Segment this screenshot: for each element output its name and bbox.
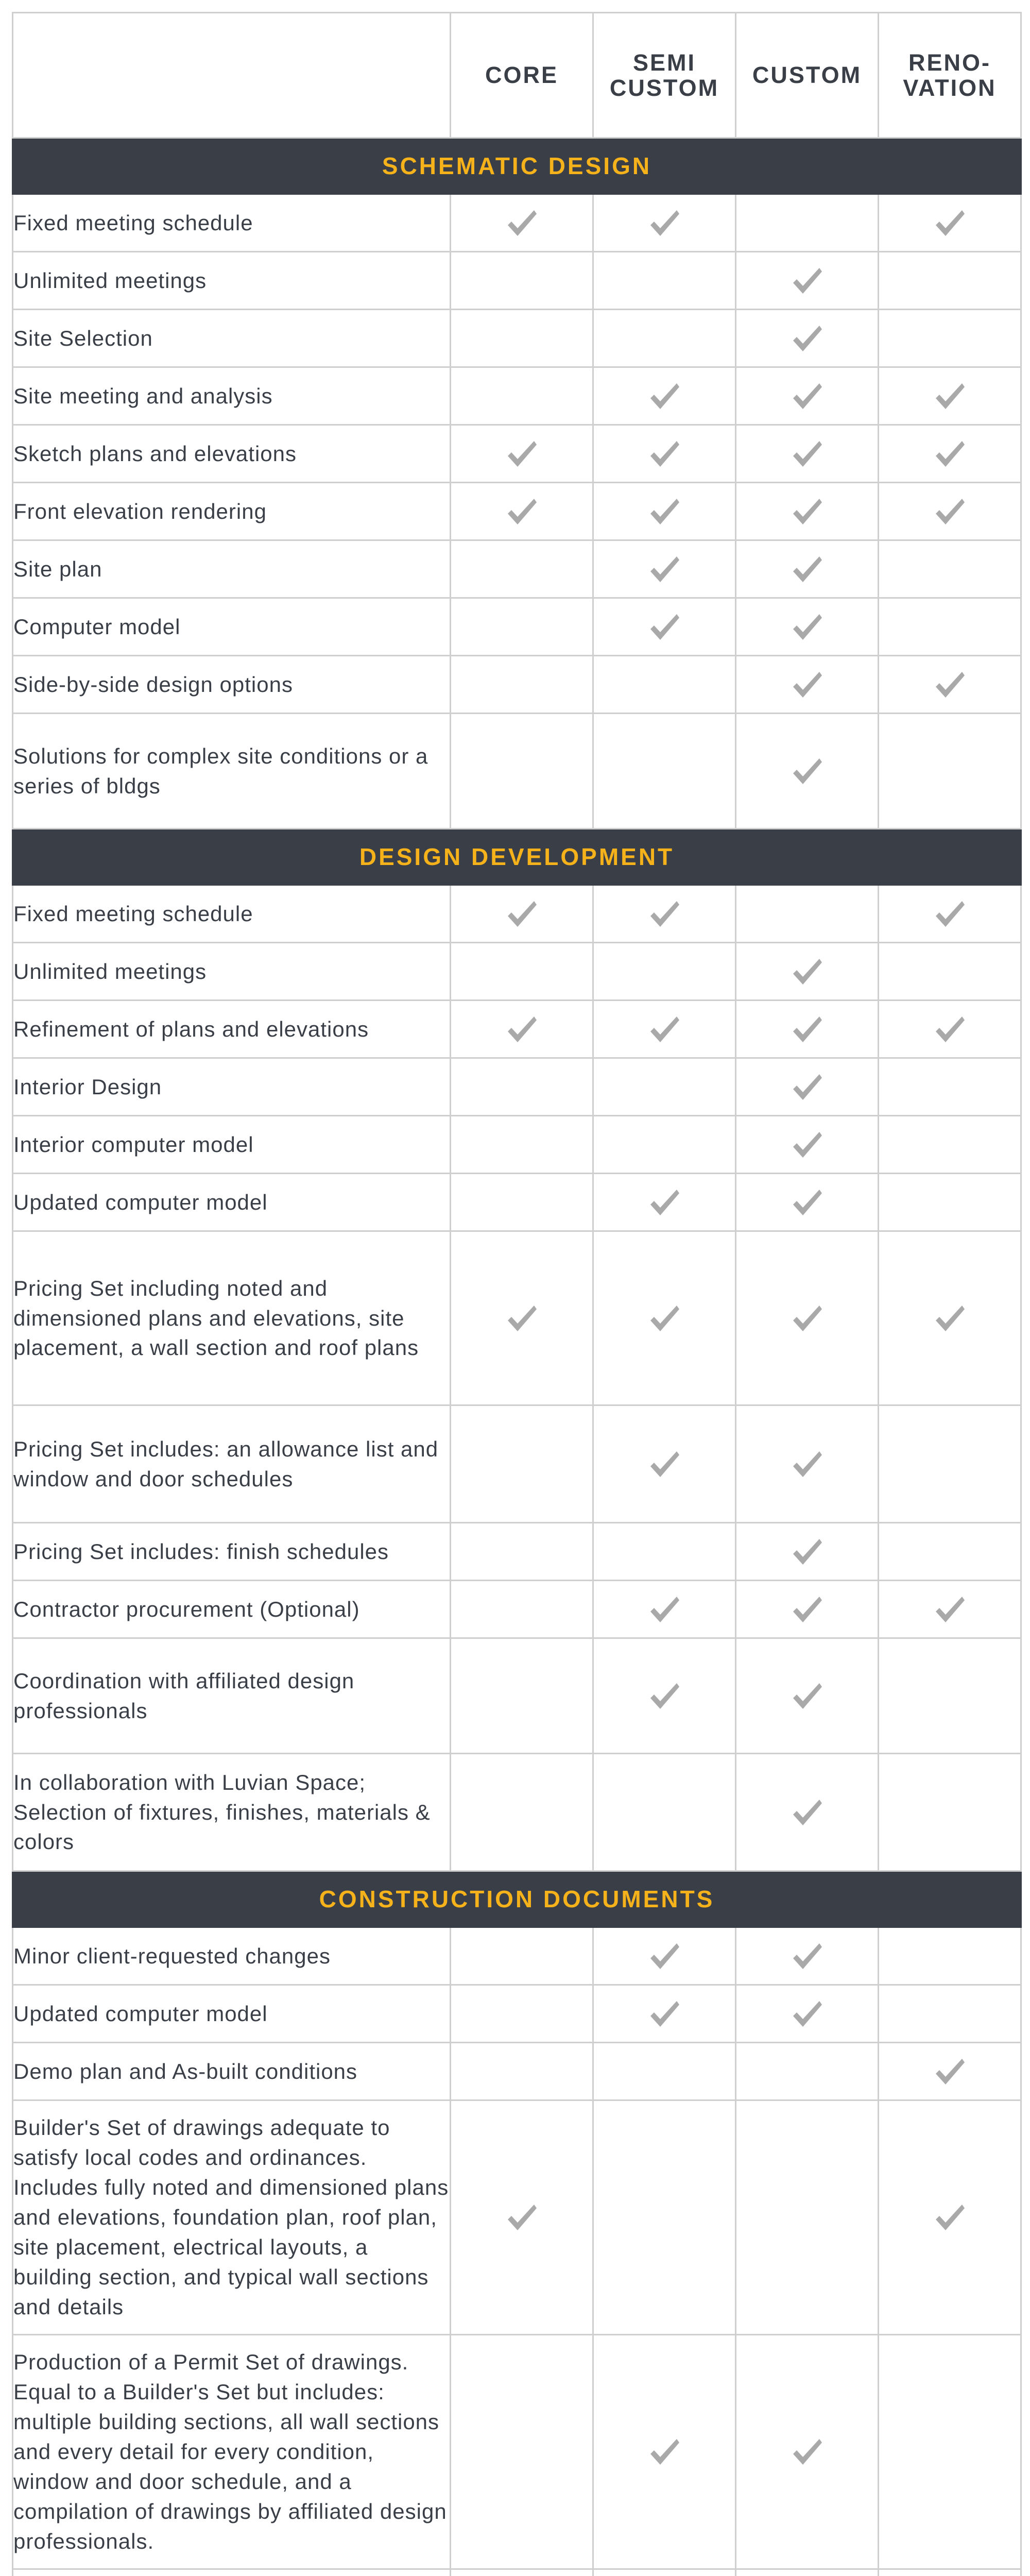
feature-label: In collaboration with Luvian Space; Selection of fixtures, finishes, materials & colors xyxy=(13,1754,451,1871)
feature-label: Minor client-requested changes xyxy=(13,1927,451,1985)
feature-label: Interior computer model xyxy=(13,1116,451,1174)
table-row xyxy=(13,367,1021,425)
column-header-semi-custom xyxy=(593,13,736,138)
cell-custom xyxy=(736,483,879,540)
table-row xyxy=(13,714,1021,829)
cell-core xyxy=(451,1405,593,1523)
table-row xyxy=(13,1638,1021,1754)
cell-core xyxy=(451,2100,593,2335)
feature-label: Site meeting and analysis xyxy=(13,367,451,425)
cell-renovation xyxy=(879,1174,1021,1231)
cell-renovation xyxy=(879,943,1021,1001)
check-icon xyxy=(790,1187,824,1218)
check-icon xyxy=(933,1014,967,1045)
feature-label: Site plan xyxy=(13,540,451,598)
cell-custom xyxy=(736,2100,879,2335)
cell-renovation xyxy=(879,885,1021,943)
check-icon xyxy=(647,1187,681,1218)
cell-custom xyxy=(736,1116,879,1174)
feature-label: Fixed meeting schedule xyxy=(13,885,451,943)
cell-core xyxy=(451,194,593,252)
cell-semi-custom xyxy=(593,598,736,656)
check-icon xyxy=(505,1303,539,1334)
feature-label: Side-by-side design options xyxy=(13,656,451,714)
cell-renovation xyxy=(879,1523,1021,1581)
check-icon xyxy=(647,438,681,469)
cell-semi-custom xyxy=(593,714,736,829)
table-row xyxy=(13,310,1021,367)
cell-core xyxy=(451,310,593,367)
cell-custom xyxy=(736,885,879,943)
check-icon xyxy=(790,1072,824,1103)
table-row xyxy=(13,1581,1021,1638)
table-row xyxy=(13,1231,1021,1405)
cell-core xyxy=(451,1116,593,1174)
cell-semi-custom xyxy=(593,2100,736,2335)
cell-semi-custom xyxy=(593,540,736,598)
check-icon xyxy=(647,1681,681,1711)
header-row xyxy=(13,13,1021,138)
cell-semi-custom xyxy=(593,1985,736,2043)
check-icon xyxy=(933,208,967,239)
cell-core xyxy=(451,2569,593,2576)
feature-label: Contractor procurement (Optional) xyxy=(13,1581,451,1638)
package-comparison-table xyxy=(12,12,1022,2576)
feature-label: Coordination with affiliated design professionals xyxy=(13,1638,451,1754)
check-icon xyxy=(933,496,967,527)
cell-semi-custom xyxy=(593,1001,736,1058)
cell-core xyxy=(451,1927,593,1985)
cell-core xyxy=(451,483,593,540)
check-icon xyxy=(505,496,539,527)
feature-label xyxy=(13,2569,451,2576)
cell-custom xyxy=(736,1174,879,1231)
package-comparison xyxy=(12,12,1020,2576)
check-icon xyxy=(647,612,681,642)
check-icon xyxy=(933,438,967,469)
section-header-row xyxy=(13,138,1021,194)
cell-custom xyxy=(736,943,879,1001)
feature-label: Updated computer model xyxy=(13,1174,451,1231)
section-title: CONSTRUCTION DOCUMENTS xyxy=(13,1871,1021,1927)
cell-core xyxy=(451,1231,593,1405)
cell-renovation xyxy=(879,1581,1021,1638)
cell-custom xyxy=(736,2043,879,2100)
cell-core xyxy=(451,714,593,829)
cell-custom xyxy=(736,367,879,425)
check-icon xyxy=(790,1129,824,1160)
check-icon xyxy=(647,1303,681,1334)
cell-renovation xyxy=(879,425,1021,483)
feature-label: Sketch plans and elevations xyxy=(13,425,451,483)
cell-custom xyxy=(736,310,879,367)
cell-semi-custom xyxy=(593,1116,736,1174)
column-header-line: CORE xyxy=(485,62,558,89)
check-icon xyxy=(790,1303,824,1334)
feature-label: Unlimited meetings xyxy=(13,252,451,310)
table-row xyxy=(13,425,1021,483)
cell-core xyxy=(451,1638,593,1754)
cell-semi-custom xyxy=(593,483,736,540)
check-icon xyxy=(647,1941,681,1972)
cell-core xyxy=(451,1754,593,1871)
cell-custom xyxy=(736,1058,879,1116)
table-row xyxy=(13,2043,1021,2100)
cell-custom xyxy=(736,656,879,714)
cell-renovation xyxy=(879,1001,1021,1058)
check-icon xyxy=(790,1681,824,1711)
cell-renovation xyxy=(879,483,1021,540)
section-title: SCHEMATIC DESIGN xyxy=(13,138,1021,194)
cell-renovation xyxy=(879,2569,1021,2576)
cell-renovation xyxy=(879,2335,1021,2569)
cell-core xyxy=(451,2043,593,2100)
cell-renovation xyxy=(879,598,1021,656)
table-row xyxy=(13,2569,1021,2576)
cell-semi-custom xyxy=(593,1405,736,1523)
cell-semi-custom xyxy=(593,310,736,367)
check-icon xyxy=(790,265,824,296)
feature-label: Front elevation rendering xyxy=(13,483,451,540)
cell-semi-custom xyxy=(593,2335,736,2569)
table-row xyxy=(13,885,1021,943)
cell-custom xyxy=(736,1927,879,1985)
check-icon xyxy=(647,554,681,585)
cell-custom xyxy=(736,1985,879,2043)
check-icon xyxy=(933,669,967,700)
cell-custom xyxy=(736,1405,879,1523)
check-icon xyxy=(790,612,824,642)
cell-renovation xyxy=(879,367,1021,425)
cell-core xyxy=(451,540,593,598)
cell-custom xyxy=(736,194,879,252)
feature-label: Builder's Set of drawings adequate to satisfy local codes and ordinances. Includes fully noted and dimensioned plans and elevations, foundation plan, roof plan, site placement, electrical layouts, a building section, and typical wall sections and details xyxy=(13,2100,451,2335)
column-header-line: VATION xyxy=(903,75,997,101)
table-row xyxy=(13,598,1021,656)
table-row xyxy=(13,1001,1021,1058)
check-icon xyxy=(790,1998,824,2029)
column-header-custom xyxy=(736,13,879,138)
cell-custom xyxy=(736,1523,879,1581)
column-header-line: CUSTOM xyxy=(609,75,719,101)
check-icon xyxy=(647,2436,681,2467)
cell-renovation xyxy=(879,1116,1021,1174)
cell-semi-custom xyxy=(593,943,736,1001)
cell-renovation xyxy=(879,540,1021,598)
check-icon xyxy=(647,1014,681,1045)
table-row xyxy=(13,656,1021,714)
cell-renovation xyxy=(879,1985,1021,2043)
check-icon xyxy=(933,1303,967,1334)
cell-core xyxy=(451,598,593,656)
cell-semi-custom xyxy=(593,2043,736,2100)
check-icon xyxy=(933,1594,967,1625)
cell-core xyxy=(451,425,593,483)
cell-core xyxy=(451,885,593,943)
cell-custom xyxy=(736,1231,879,1405)
cell-custom xyxy=(736,425,879,483)
cell-semi-custom xyxy=(593,656,736,714)
check-icon xyxy=(647,1594,681,1625)
cell-custom xyxy=(736,1581,879,1638)
check-icon xyxy=(505,2202,539,2233)
check-icon xyxy=(647,496,681,527)
feature-label: Site Selection xyxy=(13,310,451,367)
feature-label: Computer model xyxy=(13,598,451,656)
check-icon xyxy=(790,2436,824,2467)
cell-renovation xyxy=(879,656,1021,714)
cell-custom xyxy=(736,2335,879,2569)
cell-custom xyxy=(736,598,879,656)
feature-label: Unlimited meetings xyxy=(13,943,451,1001)
check-icon xyxy=(790,669,824,700)
cell-semi-custom xyxy=(593,1581,736,1638)
section-title: DESIGN DEVELOPMENT xyxy=(13,829,1021,885)
feature-label: Fixed meeting schedule xyxy=(13,194,451,252)
cell-semi-custom xyxy=(593,194,736,252)
column-header-line: CUSTOM xyxy=(752,62,862,89)
table-row xyxy=(13,1405,1021,1523)
cell-core xyxy=(451,1001,593,1058)
check-icon xyxy=(647,899,681,929)
table-row xyxy=(13,2100,1021,2335)
cell-custom xyxy=(736,1754,879,1871)
cell-semi-custom xyxy=(593,885,736,943)
check-icon xyxy=(505,899,539,929)
cell-custom xyxy=(736,252,879,310)
cell-core xyxy=(451,2335,593,2569)
cell-core xyxy=(451,1581,593,1638)
table-row xyxy=(13,1116,1021,1174)
cell-core xyxy=(451,1174,593,1231)
check-icon xyxy=(933,2202,967,2233)
cell-semi-custom xyxy=(593,1927,736,1985)
table-row xyxy=(13,943,1021,1001)
cell-custom xyxy=(736,1638,879,1754)
check-icon xyxy=(790,1449,824,1480)
feature-label: Demo plan and As-built conditions xyxy=(13,2043,451,2100)
feature-label: Refinement of plans and elevations xyxy=(13,1001,451,1058)
check-icon xyxy=(505,208,539,239)
table-row xyxy=(13,252,1021,310)
table-row xyxy=(13,2335,1021,2569)
cell-core xyxy=(451,656,593,714)
check-icon xyxy=(647,381,681,412)
table-row xyxy=(13,1927,1021,1985)
table-row xyxy=(13,1058,1021,1116)
cell-core xyxy=(451,252,593,310)
header-blank-cell xyxy=(13,13,451,138)
cell-semi-custom xyxy=(593,367,736,425)
check-icon xyxy=(790,438,824,469)
cell-core xyxy=(451,1523,593,1581)
check-icon xyxy=(790,1014,824,1045)
cell-semi-custom xyxy=(593,1754,736,1871)
section-header-row xyxy=(13,1871,1021,1927)
check-icon xyxy=(790,756,824,787)
check-icon xyxy=(505,1014,539,1045)
cell-semi-custom xyxy=(593,1638,736,1754)
table-row xyxy=(13,194,1021,252)
check-icon xyxy=(790,1536,824,1567)
check-icon xyxy=(505,438,539,469)
cell-semi-custom xyxy=(593,2569,736,2576)
cell-semi-custom xyxy=(593,1058,736,1116)
cell-renovation xyxy=(879,310,1021,367)
cell-semi-custom xyxy=(593,1174,736,1231)
cell-renovation xyxy=(879,2043,1021,2100)
feature-label: Pricing Set includes: finish schedules xyxy=(13,1523,451,1581)
column-header-line: SEMI xyxy=(632,49,696,76)
table-row xyxy=(13,1985,1021,2043)
feature-label: Interior Design xyxy=(13,1058,451,1116)
cell-renovation xyxy=(879,1927,1021,1985)
cell-semi-custom xyxy=(593,252,736,310)
cell-semi-custom xyxy=(593,425,736,483)
cell-core xyxy=(451,367,593,425)
feature-label: Pricing Set including noted and dimensioned plans and elevations, site placement, a wall section and roof plans xyxy=(13,1231,451,1405)
check-icon xyxy=(790,496,824,527)
table-row xyxy=(13,1523,1021,1581)
cell-renovation xyxy=(879,1754,1021,1871)
cell-renovation xyxy=(879,1638,1021,1754)
check-icon xyxy=(790,323,824,354)
check-icon xyxy=(790,1941,824,1972)
check-icon xyxy=(933,899,967,929)
table-row xyxy=(13,1754,1021,1871)
column-header-renovation xyxy=(879,13,1021,138)
cell-renovation xyxy=(879,194,1021,252)
cell-core xyxy=(451,1985,593,2043)
check-icon xyxy=(790,956,824,987)
table-row xyxy=(13,540,1021,598)
cell-renovation xyxy=(879,1405,1021,1523)
cell-renovation xyxy=(879,1231,1021,1405)
table-row xyxy=(13,1174,1021,1231)
check-icon xyxy=(647,1449,681,1480)
feature-label: Pricing Set includes: an allowance list and window and door schedules xyxy=(13,1405,451,1523)
column-header-line: RENO- xyxy=(908,49,991,76)
check-icon xyxy=(933,381,967,412)
column-header-core xyxy=(451,13,593,138)
check-icon xyxy=(647,1998,681,2029)
cell-semi-custom xyxy=(593,1523,736,1581)
check-icon xyxy=(790,381,824,412)
cell-renovation xyxy=(879,714,1021,829)
table-row xyxy=(13,483,1021,540)
feature-label: Updated computer model xyxy=(13,1985,451,2043)
check-icon xyxy=(790,1594,824,1625)
cell-renovation xyxy=(879,1058,1021,1116)
cell-custom xyxy=(736,2569,879,2576)
cell-core xyxy=(451,1058,593,1116)
cell-renovation xyxy=(879,2100,1021,2335)
check-icon xyxy=(790,554,824,585)
check-icon xyxy=(647,208,681,239)
cell-semi-custom xyxy=(593,1231,736,1405)
cell-custom xyxy=(736,540,879,598)
feature-label: Solutions for complex site conditions or a series of bldgs xyxy=(13,714,451,829)
cell-custom xyxy=(736,714,879,829)
check-icon xyxy=(933,2056,967,2087)
check-icon xyxy=(790,1797,824,1828)
section-header-row xyxy=(13,829,1021,885)
cell-core xyxy=(451,943,593,1001)
cell-custom xyxy=(736,1001,879,1058)
feature-label: Production of a Permit Set of drawings. Equal to a Builder's Set but includes: multiple building sections, all wall sections and every detail for every condition, window and door schedule, and a compilation of drawings by affiliated design professionals. xyxy=(13,2335,451,2569)
cell-renovation xyxy=(879,252,1021,310)
